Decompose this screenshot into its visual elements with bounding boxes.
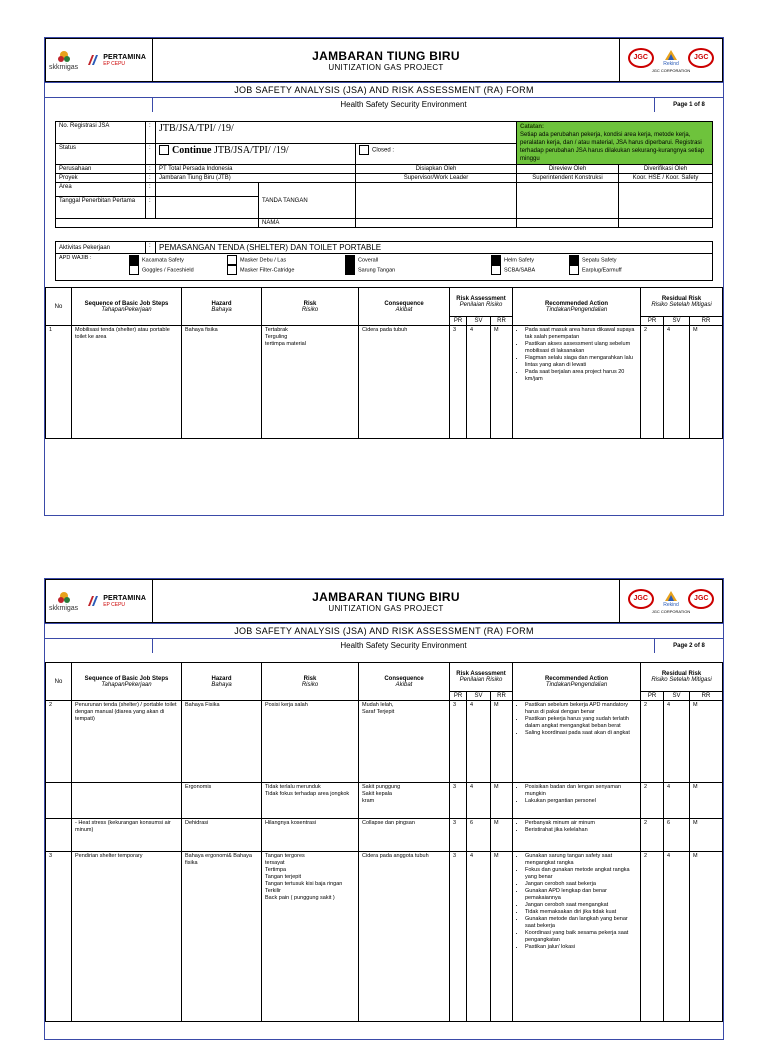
reg-value[interactable]: JTB/JSA/TPI/ /19/ — [156, 122, 517, 144]
tanggal-value[interactable] — [156, 197, 259, 219]
proyek-value: Jambaran Tiung Biru (JTB) — [156, 174, 356, 183]
form-page-2 — [44, 578, 724, 1040]
table-row: Ergonomis Tidak terlalu merunduk Tidak fokus terhadap area jongkok Sakit punggung Sakit kepala kram 3 4 M • Posisikan badan dan lengan senyaman mungkin • Lakukan pergantian personel 2 4 M — [46, 783, 723, 819]
area-value[interactable] — [156, 183, 259, 197]
hse-bar — [45, 97, 723, 112]
aktivitas-value: PEMASANGAN TENDA (SHELTER) DAN TOILET PORTABLE — [156, 242, 713, 254]
project-title: JAMBARAN TIUNG BIRU — [312, 589, 460, 604]
status-continue[interactable]: Continue JTB/JSA/TPI/ /19/ — [156, 143, 356, 165]
hse-bar: Health Safety Security Environment Page 2 of 8 — [45, 638, 723, 653]
perusahaan-value: PT Total Persada Indonesia — [156, 165, 356, 174]
form-page-1 — [44, 37, 724, 516]
skkmigas-logo: skkmigas — [49, 591, 78, 612]
left-logos — [46, 39, 153, 82]
signature-box[interactable] — [356, 183, 517, 219]
table-row: 1 Mobilisasi tenda (shelter) atau portable toilet ke area Bahaya fisika Tertabrak Terguling tertimpa material Cidera pada tubuh 3 4 M • Pada saat masuk area harus dikawal supaya tak salah penempatan • Pastikan akses assessment ulang sebelum mobilisasi di laksanakan • Flagman selalu siaga dan mengarahkan lalu lintas yang akan di lewati • Pada saat berjalan area project harus 20 km/jam 2 4 M — [46, 326, 723, 439]
jsa-table-page1: No Sequence of Basic Job Steps TahapanPekerjaan Hazard Bahaya Risk Risiko Consequence Akibat Risk Assessment Penilaian Risiko Recommended Action TindakanPengendalian Residual Risk Risiko Setelah Mitigasi PR SV RR PR SV RR 1 Mobilisasi tenda (shelter) atau portable toilet ke area Bahaya fisika Tertabrak Terguling tertimpa material Cidera pada tubuh 3 4 M • Pada saat masuk area harus dikawal supaya tak salah penempatan • Pastikan akses assessment ulang sebelum mobilisasi di laksanakan • Flagman selalu siaga dan mengarahkan lalu lintas yang akan di lewati • Pada saat berjalan area project harus 20 km/jam 2 4 M — [45, 287, 723, 439]
page-header — [45, 38, 723, 82]
rekind-logo: Rekind — [663, 49, 679, 67]
page-number: Page 2 of 8 — [673, 643, 705, 649]
jgc-logo: JGC — [628, 589, 654, 609]
pertamina-logo: PERTAMINA EP CEPU — [86, 594, 146, 608]
page-number: Page 1 of 8 — [673, 102, 705, 108]
jgc-logo: JGC — [628, 48, 654, 68]
rekind-logo: Rekind — [663, 590, 679, 608]
jsa-info-table: No. Registrasi JSA : JTB/JSA/TPI/ /19/ Catatan: Setiap ada perubahan pekerja, kondisi area kerja, metode kerja, peralatan kerja, dan / atau material, JSA harus diperbarui. Registrasi terhadap perubahan JSA harus dilakukan sekurang-kurangnya setiap minggu Status : Continue JTB/JSA/TPI/ /19/ Closed : Perusahaan : PT Total Persada Indonesia Disiapkan Oleh Direview Oleh Diverifikasi Oleh Proyek : Jambaran Tiung Biru (JTB) Supervisor/Work Leader Superintendent Konstruksi Koor. HSE / Koor. Safety Area : TANDA TANGAN Tanggal Penerbitan Pertama : NAMA Aktivitas Pekerjaan : PEMASANGAN TENDA (SHELTER) DAN TOILET PORTABLE APD WAJIB : Kacamata Safety Goggles / Faceshield Masker Debu / Las Masker Filter-Catridge Coverall Sarung Tangan Helm Safety SCBA/SABA Sepatu Safety Earplug/Earmuff — [55, 121, 713, 281]
table-row: 3 Pendirian shelter temporary Bahaya ergonomi& Bahaya fisika Tangan tergores tersayat Tertimpa Tangan terjepit Tangan tertusuk kisi baja ringan Terkilir Back pain ( punggung sakit ) Cidera pada anggota tubuh 3 4 M • Gunakan sarung tangan safety saat mengangkat rangka • Fokus dan gunakan metode angkat rangka yang benar • Jangan ceroboh saat bekerja • Gunakan APD lengkap dan benar pemakaiannya • Jangan ceroboh saat mengangkat • Tidak memaksakan diri jika tidak kuat • Gunakan metode dan langkah yang benar saat bekerja • Koordinasi yang baik sesama pekerja saat pengangkatan • Pastikan jalur/ lokasi 2 4 M — [46, 852, 723, 1022]
status-label: Status — [56, 143, 146, 165]
pertamina-logo: PERTAMINA EP CEPU — [86, 53, 146, 67]
catatan-note: Catatan: Setiap ada perubahan pekerja, kondisi area kerja, metode kerja, peralatan kerja, dan / atau material, JSA harus diperbarui. Registrasi terhadap perubahan JSA harus dilakukan sekurang-kurangnya setiap minggu — [517, 122, 713, 165]
apd-section: APD WAJIB : Kacamata Safety Goggles / Faceshield Masker Debu / Las Masker Filter-Catridge Coverall Sarung Tangan Helm Safety SCBA/SABA Sepatu Safety Earplug/Earmuff — [56, 254, 713, 281]
page-header-2: skkmigas PERTAMINA EP CEPU JAMBARAN TIUNG BIRU UNITIZATION GAS PROJECT JGC Rekind JGC JGC CORPORATION — [45, 579, 723, 623]
project-subtitle: UNITIZATION GAS PROJECT — [328, 62, 444, 72]
hse-title: Health Safety Security Environment — [153, 98, 655, 112]
status-closed[interactable]: Closed : — [356, 143, 517, 165]
jsa-table-page2: No Sequence of Basic Job Steps TahapanPekerjaan Hazard Bahaya Risk Risiko Consequence Akibat Risk Assessment Penilaian Risiko Recommended Action TindakanPengendalian Residual Risk Risiko Setelah Mitigasi PR SV RR PR SV RR 2 Penurunan tenda (shelter) / portable toilet dengan manual (diarea yang akan di tempati) Bahaya Fisika Posisi kerja salah Mudah lelah, Saraf Terjepit 3 4 M • Pastikan sebelum bekerja APD mandatory harus di pakai dengan benar • Pastikan pekerja harus yang sudah terlatih dalam angkat mengangkat beban berat • Saling koordinasi pada saat akan di angkat 2 4 M Ergonomis Tidak terlalu merunduk Tidak fokus terhadap area jongkok Sakit punggung Sakit kepala kram 3 4 M • Posisikan badan dan lengan senyaman mungkin • Lakukan pergantian personel 2 4 M - Heat stress (kekurangan konsumsi air minum) Dehidrasi Hilangnya kosentrasi Collapse dan pingsan 3 6 M • Perbanyak minum air minum • Beristirahat jika kelelahan 2 6 M 3 Pendirian shelter temporary Bahaya ergonomi& Bahaya fisika Tangan tergores tersayat Tertimpa Tangan terjepit Tangan tertusuk kisi baja ringan Terkilir Back pain ( punggung sakit ) Cidera pada anggota tubuh 3 4 M • Gunakan sarung tangan safety saat mengangkat rangka • Fokus dan gunakan metode angkat rangka yang benar • Jangan ceroboh saat bekerja • Gunakan APD lengkap dan benar pemakaiannya • Jangan ceroboh saat mengangkat • Tidak memaksakan diri jika tidak kuat • Gunakan metode dan langkah yang benar saat bekerja • Koordinasi yang baik sesama pekerja saat pengangkatan • Pastikan jalur/ lokasi 2 4 M — [45, 662, 723, 1022]
reg-label: No. Registrasi JSA — [56, 122, 146, 144]
table-row: - Heat stress (kekurangan konsumsi air minum) Dehidrasi Hilangnya kosentrasi Collapse dan pingsan 3 6 M • Perbanyak minum air minum • Beristirahat jika kelelahan 2 6 M — [46, 819, 723, 852]
project-subtitle: UNITIZATION GAS PROJECT — [328, 603, 444, 613]
project-title: JAMBARAN TIUNG BIRU — [312, 48, 460, 63]
closed-checkbox[interactable] — [359, 145, 369, 155]
skkmigas-logo: skkmigas — [49, 50, 78, 71]
continue-checkbox[interactable] — [159, 145, 169, 155]
jgc-corporation-label: JGC CORPORATION — [651, 67, 691, 73]
right-logos — [623, 48, 719, 68]
form-title: JOB SAFETY ANALYSIS (JSA) AND RISK ASSESSMENT (RA) FORM — [45, 82, 723, 97]
jgc-logo-2: JGC — [688, 48, 714, 68]
jgc-logo-2: JGC — [688, 589, 714, 609]
table-row: 2 Penurunan tenda (shelter) / portable toilet dengan manual (diarea yang akan di tempati) Bahaya Fisika Posisi kerja salah Mudah lelah, Saraf Terjepit 3 4 M • Pastikan sebelum bekerja APD mandatory harus di pakai dengan benar • Pastikan pekerja harus yang sudah terlatih dalam angkat mengangkat beban berat • Saling koordinasi pada saat akan di angkat 2 4 M — [46, 701, 723, 783]
form-title: JOB SAFETY ANALYSIS (JSA) AND RISK ASSESSMENT (RA) FORM — [45, 623, 723, 638]
